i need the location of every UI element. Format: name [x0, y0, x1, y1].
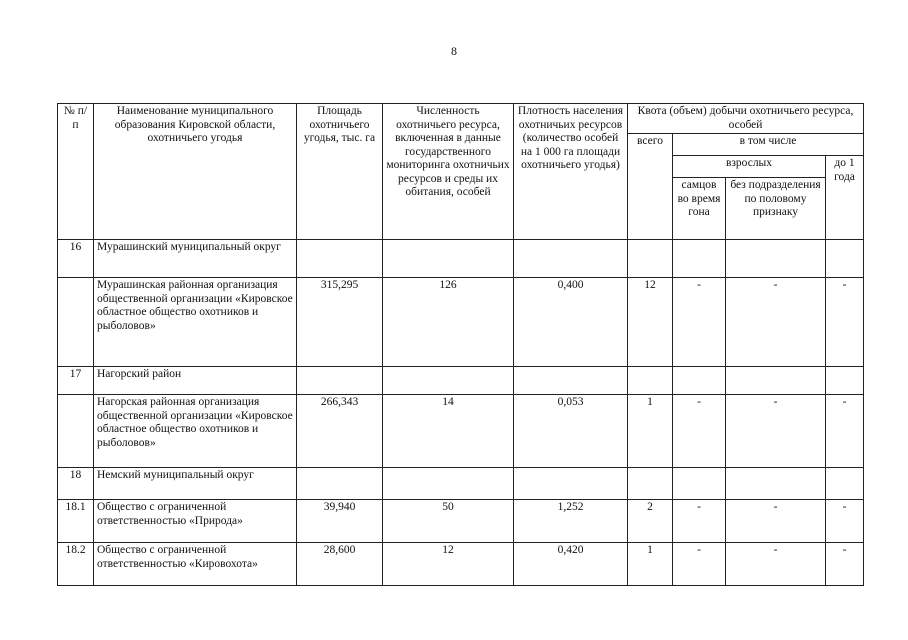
- row-area: 28,600: [297, 543, 383, 586]
- row-name: Мурашинская районная организация общественной организации «Кировское областное общество охотников и рыболовов»: [94, 278, 297, 367]
- row-young: -: [826, 500, 864, 543]
- header-count: Численность охотничьего ресурса, включенная в данные государственного мониторинга охотничьих ресурсов и среды их обитания, особей: [383, 104, 514, 240]
- page-number: 8: [451, 44, 457, 58]
- row-name: Немский муниципальный округ: [94, 468, 297, 500]
- row-num: 16: [58, 240, 94, 278]
- hunting-quota-table: [57, 103, 864, 586]
- header-row-1: [58, 104, 864, 134]
- table-row: [58, 367, 864, 395]
- row-count: 126: [383, 278, 514, 367]
- row-name: Мурашинский муниципальный округ: [94, 240, 297, 278]
- table-row: [58, 395, 864, 468]
- row-name: Нагорская районная организация общественной организации «Кировское областное общество охотников и рыболовов»: [94, 395, 297, 468]
- row-nodiv: -: [726, 395, 826, 468]
- row-num: 18: [58, 468, 94, 500]
- header-under-one: до 1 года: [826, 156, 864, 240]
- row-young: -: [826, 395, 864, 468]
- row-young: -: [826, 543, 864, 586]
- row-count: 14: [383, 395, 514, 468]
- header-adults: взрослых: [673, 156, 826, 178]
- row-total: 2: [628, 500, 673, 543]
- row-total: 1: [628, 395, 673, 468]
- header-total: всего: [628, 134, 673, 240]
- row-density: 1,252: [514, 500, 628, 543]
- row-num: 18.1: [58, 500, 94, 543]
- header-num: № п/п: [58, 104, 94, 240]
- header-name: Наименование муниципального образования Кировской области, охотничьего угодья: [94, 104, 297, 240]
- row-young: -: [826, 278, 864, 367]
- table-row: [58, 543, 864, 586]
- table-row: [58, 500, 864, 543]
- row-males: -: [673, 278, 726, 367]
- header-no-sex-division: без подразделения по половому признаку: [726, 178, 826, 240]
- row-count: 50: [383, 500, 514, 543]
- header-including: в том числе: [673, 134, 864, 156]
- row-num: [58, 395, 94, 468]
- row-count: 12: [383, 543, 514, 586]
- row-males: -: [673, 543, 726, 586]
- row-total: 12: [628, 278, 673, 367]
- table-row: [58, 468, 864, 500]
- row-males: -: [673, 500, 726, 543]
- row-density: 0,400: [514, 278, 628, 367]
- table-row: [58, 278, 864, 367]
- row-num: 17: [58, 367, 94, 395]
- header-quota: Квота (объем) добычи охотничьего ресурса, особей: [628, 104, 864, 134]
- row-num: 18.2: [58, 543, 94, 586]
- row-density: 0,053: [514, 395, 628, 468]
- row-nodiv: -: [726, 500, 826, 543]
- row-area: 266,343: [297, 395, 383, 468]
- row-name: Общество с ограниченной ответственностью «Природа»: [94, 500, 297, 543]
- row-males: -: [673, 395, 726, 468]
- row-total: 1: [628, 543, 673, 586]
- row-name: Нагорский район: [94, 367, 297, 395]
- row-num: [58, 278, 94, 367]
- header-males-rut: самцов во время гона: [673, 178, 726, 240]
- row-nodiv: -: [726, 278, 826, 367]
- row-area: 315,295: [297, 278, 383, 367]
- row-nodiv: -: [726, 543, 826, 586]
- table-row: [58, 240, 864, 278]
- header-density: Плотность населения охотничьих ресурсов (количество особей на 1 000 га площади охотничьего угодья): [514, 104, 628, 240]
- row-area: 39,940: [297, 500, 383, 543]
- row-density: 0,420: [514, 543, 628, 586]
- row-name: Общество с ограниченной ответственностью «Кировохота»: [94, 543, 297, 586]
- header-area: Площадь охотничьего угодья, тыс. га: [297, 104, 383, 240]
